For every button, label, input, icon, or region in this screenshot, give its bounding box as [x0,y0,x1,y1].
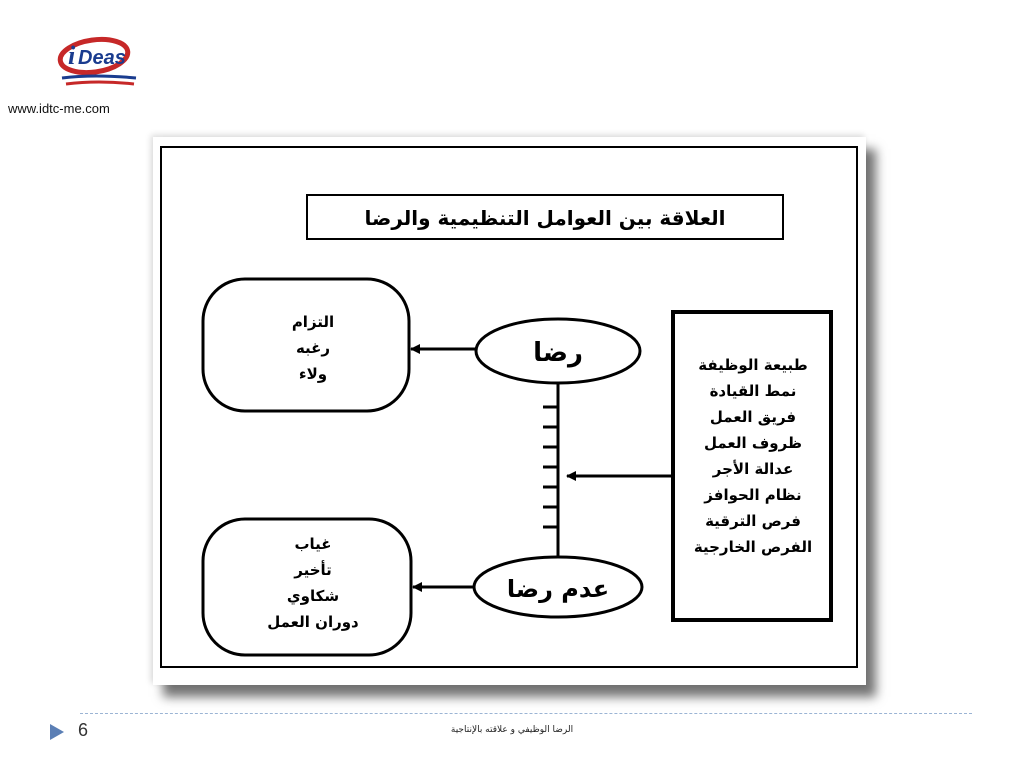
connector-ticks [543,407,558,527]
factor-item: نمط القيادة [709,382,797,400]
factor-item: الفرص الخارجية [693,538,813,556]
outcome-item: التزام [291,313,335,331]
satisfaction-label: رضا [533,338,583,368]
outcome-item: تأخير [294,561,332,579]
factor-item: فريق العمل [709,408,797,426]
factor-item: فرص الترقية [705,512,801,530]
dissatisfaction-label: عدم رضا [506,575,610,603]
relationship-diagram [153,137,866,685]
outcome-item: رغبه [295,339,331,357]
diagram-title: العلاقة بين العوامل التنظيمية والرضا [364,206,726,230]
outcome-item: شكاوي [286,587,340,605]
footer-title: الرضا الوظيفي و علاقته بالإنتاجية [450,725,574,735]
footer-divider [80,713,972,714]
svg-text:i: i [68,41,76,70]
svg-text:Deas: Deas [78,47,126,69]
factor-item: عدالة الأجر [712,460,794,478]
factor-item: ظروف العمل [703,434,803,452]
outcome-item: ولاء [298,365,328,383]
ideas-logo [54,34,140,90]
slide-number: 6 [78,720,89,740]
diagram-panel [153,137,866,685]
factor-item: طبيعة الوظيفة [698,356,808,374]
outcome-item: غياب [294,535,332,553]
outcome-item: دوران العمل [267,613,359,631]
website-url: www.idtc-me.com [8,101,110,116]
factor-item: نظام الحوافز [704,486,802,504]
